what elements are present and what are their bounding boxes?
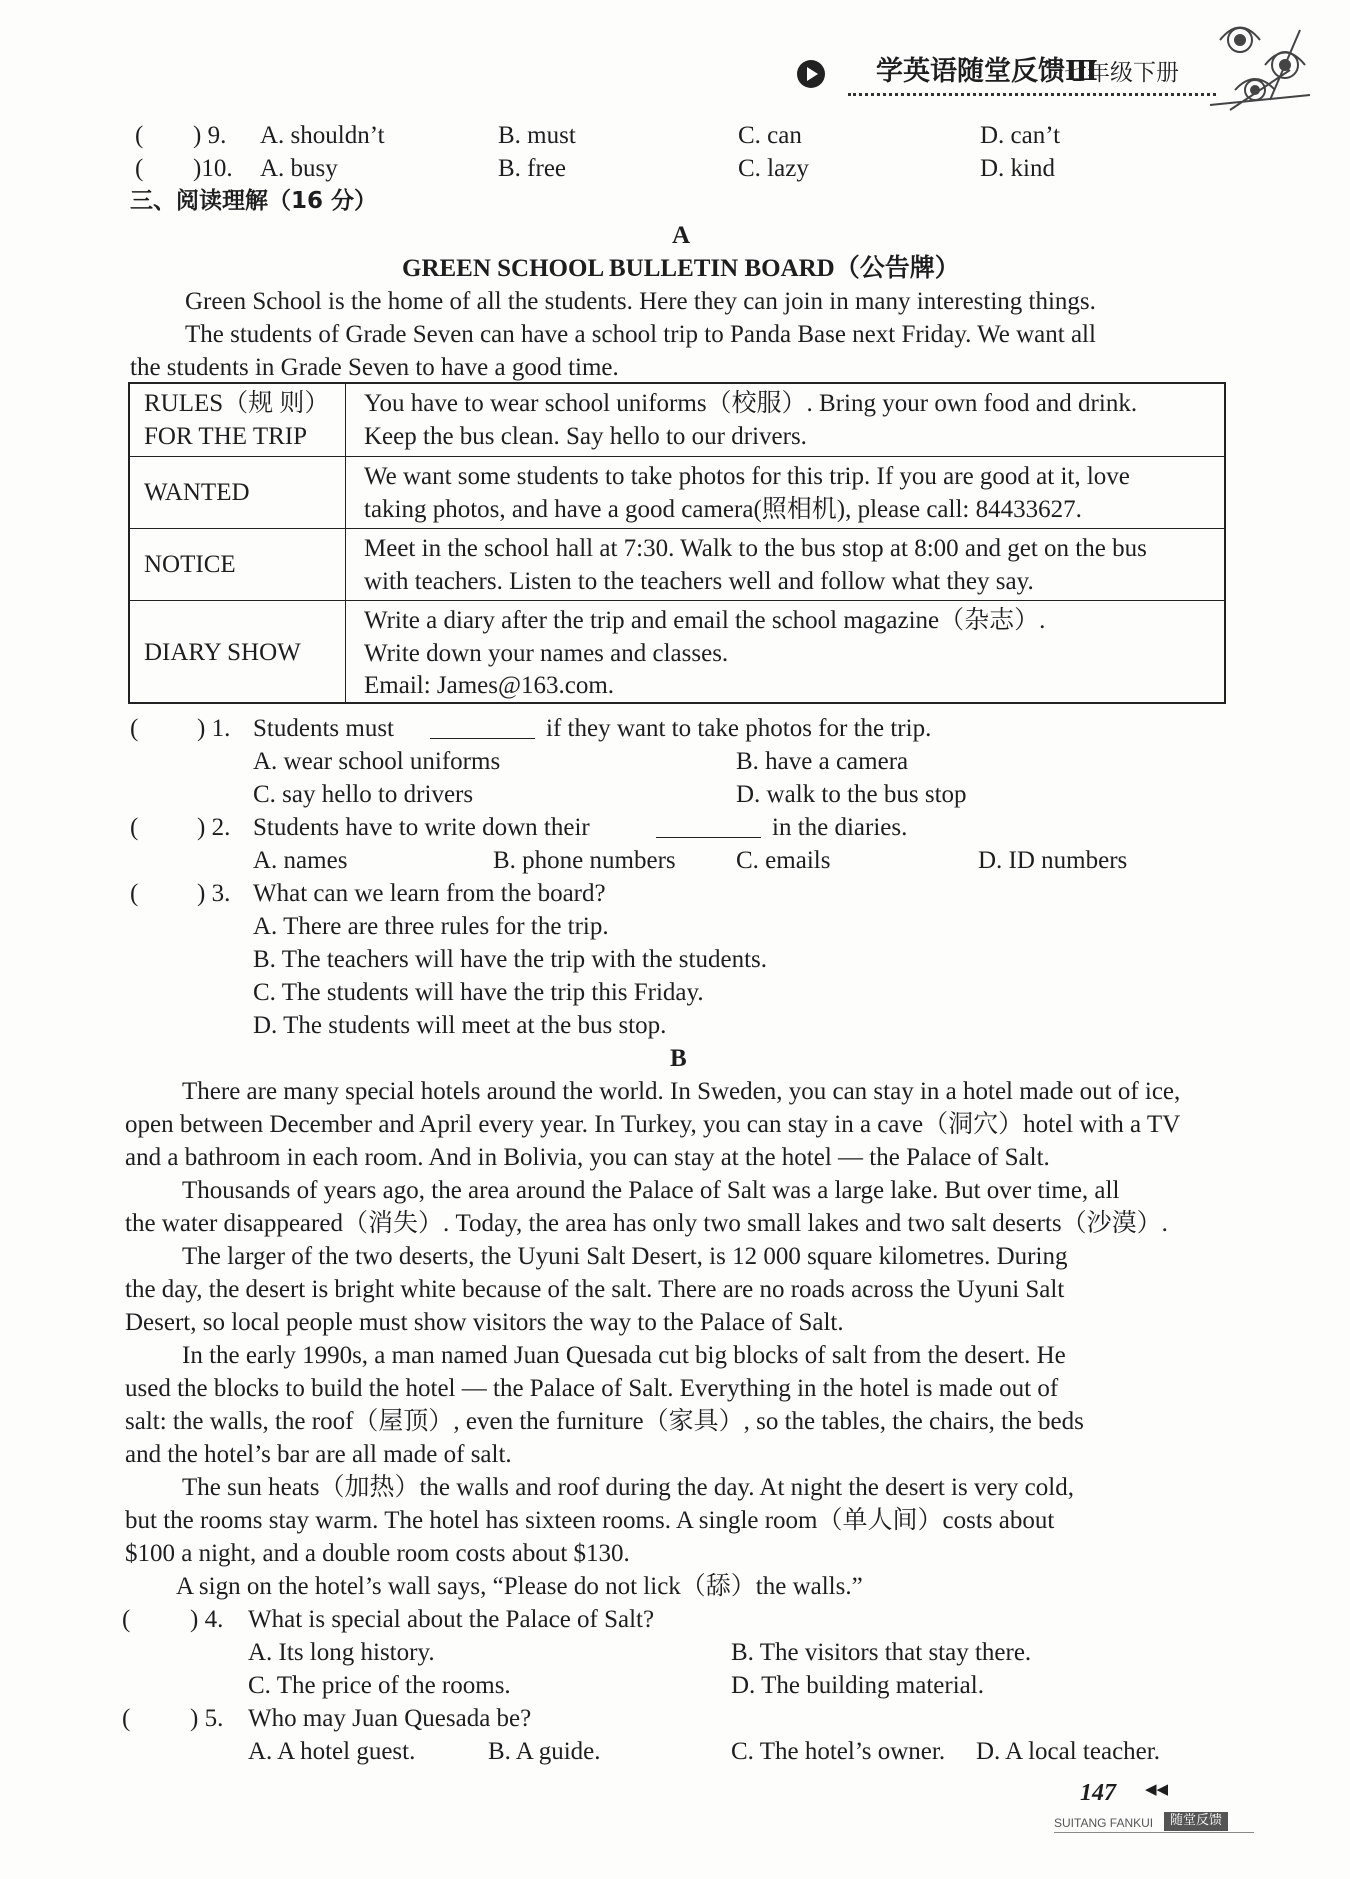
- question-stem: Students have to write down their: [253, 814, 590, 841]
- table-row-wanted: [130, 456, 1224, 529]
- option-c: C. emails: [736, 847, 831, 874]
- question-number: ) 3.: [197, 880, 231, 907]
- row-label: NOTICE: [144, 551, 236, 578]
- question-number: ) 4.: [190, 1606, 224, 1633]
- double-arrow-left-icon: ◀◀: [1145, 1782, 1169, 1798]
- row-content: Write a diary after the trip and email the school magazine（杂志）. Write down your names and classes. Email: James@163.com.: [364, 607, 1046, 699]
- option-b: B. phone numbers: [493, 847, 676, 874]
- passage-b-line: and a bathroom in each room. And in Bolivia, you can stay at the hotel — the Palace of Salt.: [125, 1144, 1050, 1171]
- option-c: C. say hello to drivers: [253, 781, 474, 808]
- passage-b-label: B: [670, 1045, 687, 1072]
- row-content: You have to wear school uniforms（校服）. Bring your own food and drink. Keep the bus clean. Say hello to our drivers.: [364, 390, 1138, 450]
- bulletin-table: [128, 382, 1226, 704]
- option-b: B. The visitors that stay there.: [731, 1639, 1032, 1666]
- passage-b-line: salt: the walls, the roof（屋顶）, even the furniture（家具）, so the tables, the chairs, the beds: [125, 1408, 1084, 1435]
- answer-blank: [656, 815, 761, 838]
- passage-a-label: A: [672, 222, 691, 249]
- row-label: DIARY SHOW: [144, 639, 301, 666]
- passage-b-line: A sign on the hotel’s wall says, “Please do not lick（舔）the walls.”: [176, 1573, 863, 1600]
- answer-paren[interactable]: (: [122, 1606, 131, 1633]
- row-content: Meet in the school hall at 7:30. Walk to the bus stop at 8:00 and get on the bus with teachers. Listen to the teachers well and follow what they say.: [364, 535, 1147, 595]
- option-d: D. A local teacher.: [976, 1738, 1160, 1765]
- passage-b-line: The sun heats（加热）the walls and roof during the day. At night the desert is very cold,: [182, 1474, 1074, 1501]
- option-c: C. lazy: [738, 155, 809, 182]
- answer-paren[interactable]: (: [130, 880, 139, 907]
- page-number: 147: [1080, 1780, 1116, 1806]
- question-number: ) 2.: [197, 814, 231, 841]
- table-row-diary-show: [130, 600, 1224, 705]
- section-heading: 三、阅读理解（16 分）: [130, 188, 378, 214]
- option-a: A. A hotel guest.: [248, 1738, 416, 1765]
- passage-b-line: $100 a night, and a double room costs about $130.: [125, 1540, 630, 1567]
- question-stem-end: if they want to take photos for the trip.: [546, 715, 932, 742]
- row-label: WANTED: [144, 479, 250, 506]
- option-a: A. Its long history.: [248, 1639, 435, 1666]
- header-title: 学英语随堂反馈Ⅲ: [876, 56, 1098, 86]
- passage-b-line: In the early 1990s, a man named Juan Quesada cut big blocks of salt from the desert. He: [182, 1342, 1066, 1369]
- option-c: C. The hotel’s owner.: [731, 1738, 946, 1765]
- question-number: ) 9.: [193, 122, 227, 149]
- question-number: ) 5.: [190, 1705, 224, 1732]
- passage-b-line: The larger of the two deserts, the Uyuni Salt Desert, is 12 000 square kilometres. During: [182, 1243, 1068, 1270]
- passage-b-line: Desert, so local people must show visitors the way to the Palace of Salt.: [125, 1309, 844, 1336]
- option-d: D. The building material.: [731, 1672, 984, 1699]
- option-b: B. must: [498, 122, 576, 149]
- passage-b-line: Thousands of years ago, the area around the Palace of Salt was a large lake. But over time, all: [182, 1177, 1120, 1204]
- option-d: D. walk to the bus stop: [736, 781, 967, 808]
- passage-b-line: and the hotel’s bar are all made of salt.: [125, 1441, 512, 1468]
- header-subtitle: 七年级下册: [1064, 60, 1179, 85]
- option-a: A. shouldn’t: [260, 122, 385, 149]
- table-row-rules: [130, 384, 1224, 456]
- passage-b-line: open between December and April every year. In Turkey, you can stay in a cave（洞穴）hotel with a TV: [125, 1111, 1181, 1138]
- option-d: D. The students will meet at the bus stop.: [253, 1012, 667, 1039]
- header-divider: [848, 93, 1216, 96]
- option-a: A. names: [253, 847, 348, 874]
- question-stem: Students must: [253, 715, 394, 742]
- answer-blank: [430, 716, 535, 739]
- answer-paren[interactable]: (: [135, 122, 144, 149]
- answer-paren[interactable]: (: [130, 715, 139, 742]
- option-c: C. The students will have the trip this Friday.: [253, 979, 704, 1006]
- passage-a-line-3: the students in Grade Seven to have a good time.: [130, 354, 619, 381]
- option-b: B. The teachers will have the trip with the students.: [253, 946, 768, 973]
- option-a: A. There are three rules for the trip.: [253, 913, 609, 940]
- passage-a-line-1: Green School is the home of all the students. Here they can join in many interesting things.: [185, 288, 1096, 315]
- option-a: A. wear school uniforms: [253, 748, 501, 775]
- row-label: RULES（规 则） FOR THE TRIP: [144, 390, 330, 450]
- passage-b-line: the water disappeared（消失）. Today, the area has only two small lakes and two salt deserts（沙漠）.: [125, 1210, 1168, 1237]
- question-number: )10.: [193, 155, 233, 182]
- answer-paren[interactable]: (: [135, 155, 144, 182]
- option-c: C. can: [738, 122, 802, 149]
- table-row-notice: [130, 528, 1224, 601]
- flower-decoration-icon: [1190, 10, 1330, 120]
- option-a: A. busy: [260, 155, 338, 182]
- option-c: C. The price of the rooms.: [248, 1672, 511, 1699]
- question-stem-end: in the diaries.: [772, 814, 908, 841]
- option-b: B. have a camera: [736, 748, 909, 775]
- question-number: ) 1.: [197, 715, 231, 742]
- question-stem: What is special about the Palace of Salt?: [248, 1606, 655, 1633]
- footer-brand: SUITANG FANKUI: [1054, 1816, 1154, 1830]
- footer-divider: [1054, 1832, 1254, 1833]
- question-stem: Who may Juan Quesada be?: [248, 1705, 532, 1732]
- play-icon: [797, 60, 825, 88]
- bulletin-title: GREEN SCHOOL BULLETIN BOARD（公告牌）: [402, 255, 960, 282]
- option-d: D. ID numbers: [978, 847, 1128, 874]
- question-stem: What can we learn from the board?: [253, 880, 606, 907]
- answer-paren[interactable]: (: [130, 814, 139, 841]
- option-b: B. A guide.: [488, 1738, 601, 1765]
- passage-b-line: the day, the desert is bright white because of the salt. There are no roads across the Uyuni Salt: [125, 1276, 1065, 1303]
- passage-b-line: There are many special hotels around the world. In Sweden, you can stay in a hotel made out of ice,: [182, 1078, 1181, 1105]
- footer-badge: 随堂反馈: [1164, 1812, 1228, 1831]
- option-d: D. kind: [980, 155, 1055, 182]
- passage-a-line-2: The students of Grade Seven can have a school trip to Panda Base next Friday. We want all: [185, 321, 1096, 348]
- passage-b-line: used the blocks to build the hotel — the Palace of Salt. Everything in the hotel is made out of: [125, 1375, 1059, 1402]
- option-d: D. can’t: [980, 122, 1061, 149]
- passage-b-line: but the rooms stay warm. The hotel has sixteen rooms. A single room（单人间）costs about: [125, 1507, 1055, 1534]
- option-b: B. free: [498, 155, 567, 182]
- row-content: We want some students to take photos for this trip. If you are good at it, love taking photos, and have a good camera(照相机), please call: 84433627.: [364, 463, 1130, 523]
- answer-paren[interactable]: (: [122, 1705, 131, 1732]
